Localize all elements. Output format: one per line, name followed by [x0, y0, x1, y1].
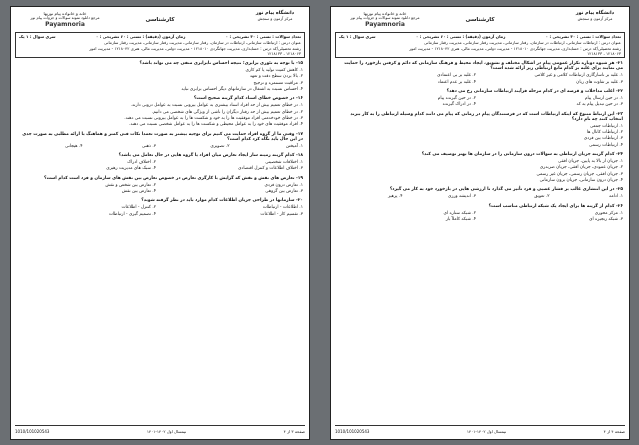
question-text: ۱۸- کدام گزینه زمینه ساز ایجاد تعارض میان افراد یا گروه هایی در حال تعامل می باشد؟ [118, 153, 303, 159]
answer-option: ۲. تعویق [534, 194, 550, 200]
field-code: رشته تحصیلی/کد درس : حسابداری، مدیریت جهانگردی ۱۲۱۸۰۱۰ - مدیریت دولتی، مدیریت مالی، هنری ۱۲۱۸۰۴۲ - مدیریت امور [89, 46, 301, 51]
answer-option: ۱. ادامه [609, 194, 623, 200]
exam-info-box [335, 32, 625, 58]
answer-option: ۴. تصمیم گیری - ارتباطات [108, 211, 156, 217]
answer-option: ۱. اطلاعات - ارتباطات [262, 205, 303, 211]
question-text: ۲۶- کدام از گزینه ها برای ایجاد یک شبکه ارتباطی مناسب است؟ [488, 203, 623, 209]
course-code: ۱۲۱۸۱۳۳ ، ۱۲۱۸۰۶۳ [587, 51, 621, 56]
answer-option: ۳. در خطای خودخدمتی افراد موفقیت ها را به خود و شکست ها را به عوامل بیرونی نسبت می دهند. [124, 115, 303, 121]
answer-options [17, 183, 303, 195]
answer-option: ۳. اندیشه ورزی [448, 194, 476, 200]
answer-option: ۲. غلبه بر بی اعتمادی [437, 73, 476, 79]
site-logo: خانه و خانواده پیام نوریها مرجع دانلود نمونه سوالات و جزوات پیام نور Payamnoria [30, 11, 100, 28]
answer-option: ۲. شبکه ستاره ای [443, 210, 476, 216]
exam-info-box [15, 32, 305, 58]
answer-option: ۳. اختلاف اطلاعات و کنترل اقتصادی [238, 166, 303, 172]
course-code: ۱۲۱۸۱۳۳ ، ۱۲۱۸۰۶۳ [267, 51, 301, 56]
question-item [337, 61, 623, 85]
question-item [337, 204, 623, 223]
answer-option: ۴. غلبه بر عدم اعتماد [437, 79, 476, 85]
footer-code: 1010/101020543 [335, 428, 370, 434]
question-item [337, 112, 623, 149]
question-count: تعداد سوالات : تستی : ۳۰ تشریحی : ۰ [545, 34, 621, 39]
page-title: کارشناسی [145, 17, 175, 23]
exam-time: زمان آزمون (دقیقه) : تستی : ۶۰ تشریحی : ۰ [415, 34, 506, 39]
answer-option: ۴. جریان درون سازمانی، جریان برون سازمانی [539, 178, 623, 184]
question-text: ۱۹- تعارض های نقش و نقش که گرایش با کارگری تعارض در خصوص تعارض بین نقش های سازمان و فرد است کدام است؟ [43, 175, 303, 181]
answer-option: ۲. جریان عمودی، جریان افقی، جریان ضربدری [539, 165, 623, 171]
answer-option: ۴. شبکه کاملاً باز [445, 216, 476, 222]
answer-option: ۴. احساس نسبت به اشتغال در سازمانهای دیگر احساس برابری نباید [181, 86, 303, 92]
answer-options [17, 160, 303, 172]
question-item [337, 187, 623, 199]
answer-options [17, 68, 303, 92]
page-header [335, 11, 625, 31]
question-text: ۱۷- وقتی ما از گروه افراد حمایت می کنیم برای توجیه بیشتر به صورت تعمدا نکات فنی کمتر و هماهنگ با ارائه مطلبی به صورت جدی در این حال باید نگاه کرد کدام است؟ [22, 131, 303, 142]
answer-option: ۴. ارتباطات رسمی [589, 142, 623, 148]
footer-code: 1010/101020543 [15, 428, 50, 434]
answer-options [337, 124, 623, 148]
question-text: ۲۵- در این انتشاری غالب بر فشار عصبی و فرد تأثیر می گذارد تا ارزشی هایی در بازخورد خود به کار می گیرد؟ [389, 187, 623, 193]
answer-options [337, 194, 623, 199]
answer-option: ۳. تعارض بین گروهی [265, 188, 303, 194]
answer-option: ۳. تقسیم کار - اطلاعات [260, 211, 303, 217]
answer-option: ۱. تعارض درون فردی [264, 182, 303, 188]
university-logo: دانشگاه پیام نور مرکز آزمون و سنجش [575, 11, 615, 21]
answer-option: ۴. پرهیز [387, 194, 403, 200]
page-footer [335, 425, 625, 436]
answer-option: ۲. بالا بردن سطح دقت و تعهد [249, 74, 303, 80]
question-item [17, 61, 303, 92]
answer-option: ۲. در حین گیرنده پیام [437, 95, 476, 101]
answer-option: ۳. شبکه زنجیره ای [589, 216, 623, 222]
answer-option: ۲. در خطای تعمیم بیش از حد رفتار دیگران را ناشی از ویژگی های شخصی می دانیم. [151, 109, 303, 115]
page-footer [15, 425, 305, 436]
question-text: ۱۶- در خصوص خطای اسناد کدام گزینه صحیح است؟ [193, 96, 303, 102]
footer-page-number: صفحه ۳ از ۴ [283, 428, 305, 434]
answer-options [337, 211, 623, 223]
answer-options [337, 159, 623, 183]
answer-option: ۱. اختلافات شخصیتی [265, 160, 303, 166]
answer-options [17, 205, 303, 217]
answer-option: ۲. تصویری [210, 143, 230, 149]
exam-time: زمان آزمون (دقیقه) : تستی : ۶۰ تشریحی : ۰ [95, 34, 186, 39]
answer-option: ۴. تعارض بین نقش [121, 188, 156, 194]
question-item [17, 132, 303, 150]
question-item [17, 198, 303, 217]
question-item [337, 152, 623, 183]
answer-options [337, 96, 623, 108]
question-text: ۲۰- سازمانها در طراحی جریان اطلاعات کدام موارد باید در نظر گرفته شوند؟ [141, 198, 303, 204]
question-item [337, 89, 623, 108]
exam-page-left [10, 6, 310, 440]
answer-option: ۳. مراقبت مستمره و ترجیح [253, 80, 303, 86]
question-series: سری سوال : ۱ یک [19, 34, 56, 39]
answer-option: ۱. ارتباطات جمعی [589, 123, 623, 129]
answer-option: ۱. آمیختن [285, 143, 303, 149]
answer-option: ۴. افراد موفقیت های خود را به عوامل محیطی و شکست ها را به عوامل شخصی نسبت می دهند. [129, 122, 303, 128]
footer-term: نیمسال اول ۱۴۰۲-۱۴۰۱ [466, 428, 507, 434]
question-item [17, 176, 303, 195]
exam-page-right [330, 6, 630, 440]
answer-option: ۳. در حین تبدیل پیام به کد [576, 102, 623, 108]
answer-option: ۴. هیجانی [65, 143, 83, 149]
question-text: ۱۵- با توجه به تئوری برابری؛ نتیجه احساس نابرابری منفی چه می تواند باشد؟ [139, 61, 303, 66]
answer-options [17, 144, 303, 149]
question-series: سری سوال : ۱ یک [339, 34, 376, 39]
question-text: ۲۴- کدام گزینه جریان ارتباطی به سوالات درون سازمانی را در سازمان ها بهتر توصیف می کند؟ [421, 152, 623, 158]
field-code: رشته تحصیلی/کد درس : حسابداری، مدیریت جهانگردی ۱۲۱۸۰۱۰ - مدیریت دولتی، مدیریت مالی، هنری ۱۲۱۸۰۴۲ - مدیریت امور [409, 46, 621, 51]
question-count: تعداد سوالات : تستی : ۳۰ تشریحی : ۰ [225, 34, 301, 39]
answer-option: ۱. مرکز محوری [594, 210, 623, 216]
university-logo: دانشگاه پیام نور مرکز آزمون و سنجش [255, 11, 295, 21]
answer-option: ۲. تعارض بین شخص و نقش [105, 182, 156, 188]
page-title: کارشناسی [465, 17, 495, 23]
question-text: ۲۳- این ارتباط متنوع که اینکه ارتباطات است که در فرستندگان پیام در زمانی که پیام می دانند کدام وسیله ارتباطی را به کار ببرند انتخاب کنند چه نام دارد؟ [350, 111, 623, 122]
answer-option: ۱. در حین ارسال پیام [584, 95, 623, 101]
answer-option: ۱. کاهش کمیت تولید یا کم کاری [245, 67, 303, 73]
answer-option: ۱. جریان از بالا به پایین، جریان افقی [558, 159, 623, 165]
site-logo: خانه و خانواده پیام نوریها مرجع دانلود نمونه سوالات و جزوات پیام نور Payamnoria [350, 11, 420, 28]
answer-option: ۴. سبک های مدیریت رهبری [106, 166, 156, 172]
answer-option: ۳. جریان افقی، جریان رسمی، جریان غیر رسمی [536, 171, 623, 177]
answer-option: ۲. اختلاف ادراک [127, 160, 156, 166]
answer-option: ۱. در خطای تعمیم بیش از حد افراد اسناد بیشتری به عوامل بیرونی نسبت به عوامل درونی دارند. [130, 103, 303, 109]
course-title: عنوان درس : ارتباطات سازمانی، ارتباطات در سازمان، رفتار سازمانی، مدیریت رفتار سازمانی، مدیریت رفتار سازمانی [424, 40, 621, 45]
page-header [15, 11, 305, 31]
question-list [337, 61, 623, 421]
footer-term: نیمسال اول ۱۴۰۲-۱۴۰۱ [146, 428, 187, 434]
question-text: ۲۲- اغلب مداخلات و قرصه ای در کدام مرحله فرآیند ارتباطات سازمانی رخ می دهد؟ [446, 88, 623, 94]
question-text: ۲۱- هر شیوه دوباره تکرار عمومی پیام در اشکال مختلف و تشویق، ایجاد محیط و فرهنگ سازمانی که دائم و کرفتن بازخورد را حمایت می نمایند برای غلبه بر کدام مانع ارتباطی زیر ارائه شده است؟ [344, 61, 623, 72]
answer-option: ۴. در ادراک گیرنده [442, 102, 476, 108]
answer-options [337, 73, 623, 85]
footer-page-number: صفحه ۴ از ۴ [603, 428, 625, 434]
course-title: عنوان درس : ارتباطات سازمانی، ارتباطات در سازمان، رفتار سازمانی، مدیریت رفتار سازمانی، مدیریت رفتار سازمانی [104, 40, 301, 45]
question-list [17, 61, 303, 421]
answer-option: ۱. غلبه بر ناسازگاری ارتباطات کلامی و غیر کلامی [534, 73, 623, 79]
answer-options [17, 103, 303, 127]
answer-option: ۳. غلبه بر تفاوت های زبان [576, 79, 623, 85]
answer-option: ۳. ذهنی [141, 143, 156, 149]
answer-option: ۲. کنترل - اطلاعات [121, 205, 156, 211]
question-item [17, 96, 303, 127]
question-item [17, 153, 303, 172]
answer-option: ۳. ارتباطات بین فردی [583, 136, 623, 142]
answer-option: ۲. ارتباطات کانال ها [586, 130, 623, 136]
